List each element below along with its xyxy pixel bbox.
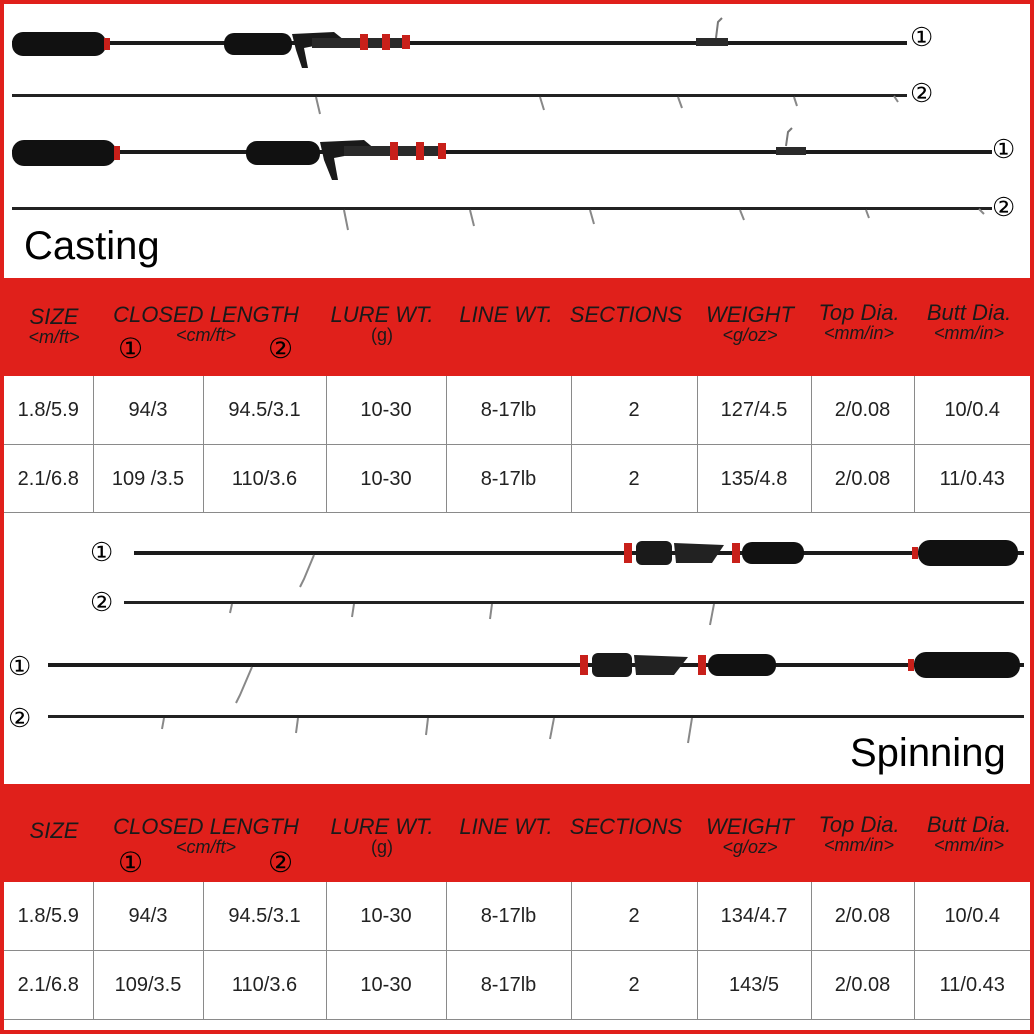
- spinning-rod-1-tip-marker: ②: [90, 587, 114, 617]
- casting-rod-2-tip-marker: ②: [992, 192, 1016, 222]
- cell-weight: 143/5: [697, 951, 811, 1020]
- cell-closed-2: 94.5/3.1: [203, 376, 326, 445]
- cell-size: 1.8/5.9: [4, 376, 93, 445]
- cell-top-dia: 2/0.08: [811, 882, 914, 951]
- header-sections: SECTIONS: [569, 814, 683, 839]
- cell-sections: 2: [571, 882, 697, 951]
- cell-top-dia: 2/0.08: [811, 376, 914, 445]
- header-part2-marker: ②: [268, 847, 294, 878]
- header-part1-marker: ①: [118, 333, 144, 364]
- spinning-title: Spinning: [850, 731, 1006, 775]
- cell-lure: 10-30: [326, 445, 446, 514]
- cell-sections: 2: [571, 445, 697, 514]
- cell-size: 2.1/6.8: [4, 951, 93, 1020]
- spinning-rod-1-marker: ①: [90, 537, 114, 567]
- header-sections: SECTIONS: [569, 302, 683, 327]
- header-butt-dia: Butt Dia. <mm/in>: [926, 300, 1012, 343]
- cell-butt-dia: 11/0.43: [914, 445, 1030, 514]
- header-top-dia: Top Dia. <mm/in>: [818, 812, 900, 855]
- casting-rod-2-butt: [12, 128, 992, 180]
- header-closed-length: CLOSED LENGTH <cm/ft>: [113, 814, 299, 857]
- header-closed-length: CLOSED LENGTH <cm/ft>: [113, 302, 299, 345]
- table-row: [4, 882, 1030, 951]
- cell-top-dia: 2/0.08: [811, 445, 914, 514]
- spinning-rod-1-butt: [134, 540, 1024, 587]
- cell-top-dia: 2/0.08: [811, 951, 914, 1020]
- cell-butt-dia: 10/0.4: [914, 882, 1030, 951]
- cell-line: 8-17lb: [446, 445, 571, 514]
- spinning-table-header: [4, 784, 1030, 882]
- table-row: [4, 951, 1030, 1020]
- header-weight: WEIGHT <g/oz>: [706, 814, 794, 857]
- spinning-rod-1-tip: [124, 601, 1024, 625]
- casting-rods-panel: [4, 4, 1030, 278]
- casting-table-header: [4, 278, 1030, 376]
- casting-rod-1-butt: [12, 18, 907, 68]
- cell-butt-dia: 10/0.4: [914, 376, 1030, 445]
- casting-title: Casting: [24, 224, 160, 268]
- casting-rod-1-tip: [12, 94, 907, 114]
- cell-sections: 2: [571, 376, 697, 445]
- spinning-rod-2-butt: [48, 652, 1024, 703]
- casting-rod-1-tip-marker: ②: [910, 78, 934, 108]
- header-top-dia: Top Dia. <mm/in>: [818, 300, 900, 343]
- casting-spec-table: [4, 376, 1030, 514]
- cell-size: 2.1/6.8: [4, 445, 93, 514]
- casting-rod-2-marker: ①: [992, 134, 1016, 164]
- table-row: [4, 376, 1030, 445]
- header-butt-dia: Butt Dia. <mm/in>: [926, 812, 1012, 855]
- cell-size: 1.8/5.9: [4, 882, 93, 951]
- header-part1-marker: ①: [118, 847, 144, 878]
- cell-closed-2: 110/3.6: [203, 951, 326, 1020]
- spinning-rod-2-marker: ①: [8, 651, 32, 681]
- cell-line: 8-17lb: [446, 951, 571, 1020]
- header-size: SIZE: [29, 818, 79, 843]
- cell-closed-1: 94/3: [93, 882, 203, 951]
- header-lure: LURE WT. (g): [330, 814, 434, 857]
- header-lure: LURE WT. (g): [330, 302, 434, 345]
- cell-weight: 135/4.8: [697, 445, 811, 514]
- cell-closed-1: 109 /3.5: [93, 445, 203, 514]
- header-size: SIZE <m/ft>: [28, 304, 80, 347]
- header-weight: WEIGHT <g/oz>: [706, 302, 794, 345]
- cell-closed-2: 110/3.6: [203, 445, 326, 514]
- cell-closed-1: 109/3.5: [93, 951, 203, 1020]
- table-row: [4, 445, 1030, 514]
- cell-weight: 127/4.5: [697, 376, 811, 445]
- spinning-spec-table: [4, 882, 1030, 1020]
- header-part2-marker: ②: [268, 333, 294, 364]
- cell-butt-dia: 11/0.43: [914, 951, 1030, 1020]
- cell-lure: 10-30: [326, 376, 446, 445]
- spinning-rod-2-tip-marker: ②: [8, 703, 32, 733]
- cell-lure: 10-30: [326, 951, 446, 1020]
- header-line: LINE WT.: [459, 302, 553, 327]
- cell-lure: 10-30: [326, 882, 446, 951]
- cell-weight: 134/4.7: [697, 882, 811, 951]
- cell-closed-2: 94.5/3.1: [203, 882, 326, 951]
- spinning-rods-panel: [4, 512, 1030, 785]
- cell-line: 8-17lb: [446, 376, 571, 445]
- cell-line: 8-17lb: [446, 882, 571, 951]
- header-line: LINE WT.: [459, 814, 553, 839]
- cell-closed-1: 94/3: [93, 376, 203, 445]
- casting-rod-1-marker: ①: [910, 22, 934, 52]
- cell-sections: 2: [571, 951, 697, 1020]
